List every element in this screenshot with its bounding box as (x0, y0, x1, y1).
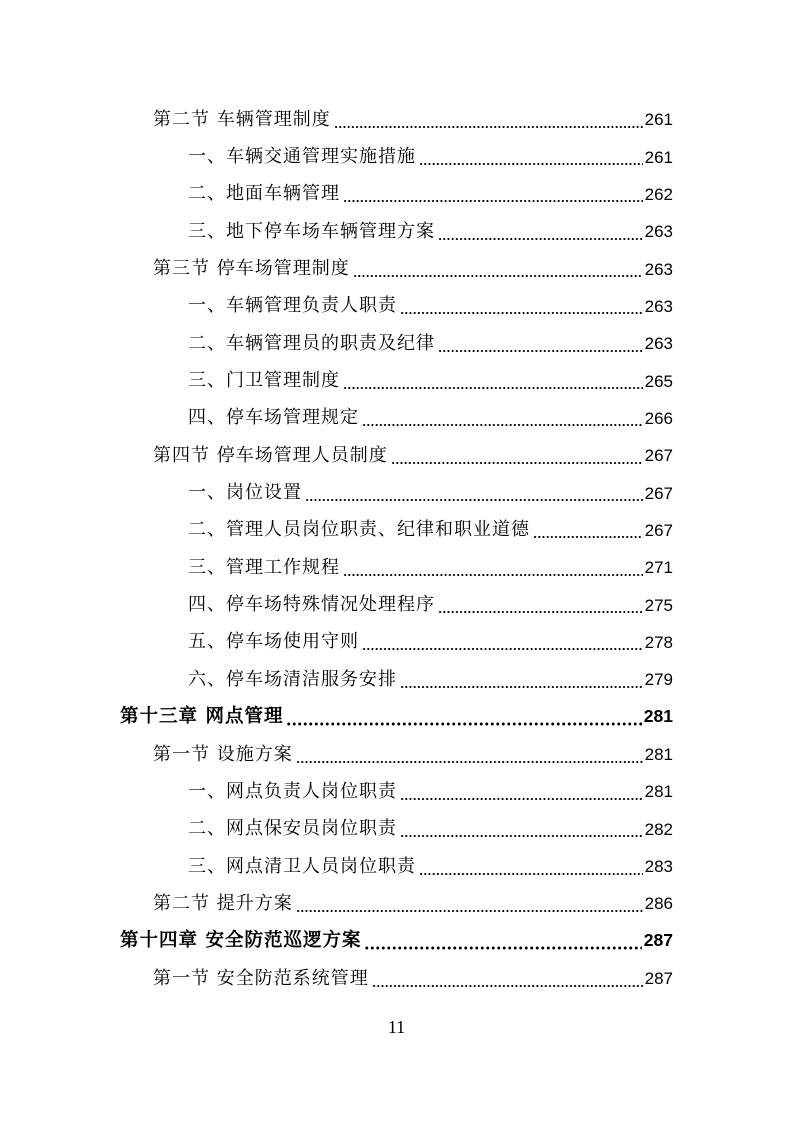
toc-entry-page: 263 (644, 296, 673, 316)
toc-entry-title: 第一节 安全防范系统管理 (153, 967, 369, 989)
toc-entry-item[interactable] (0, 176, 793, 213)
toc-entry-title: 四、停车场管理规定 (188, 407, 359, 429)
toc-entry-page: 275 (644, 595, 673, 615)
toc-entry-item[interactable] (0, 586, 793, 623)
toc-entry-title: 一、岗位设置 (188, 482, 302, 504)
toc-entry-item[interactable] (0, 400, 793, 437)
dot-leader (419, 148, 643, 166)
toc-entry-section[interactable] (0, 960, 793, 997)
toc-entry-title: 二、车辆管理员的职责及纪律 (188, 332, 435, 354)
dot-leader (343, 559, 643, 577)
toc-entry-chapter[interactable] (0, 699, 793, 736)
dot-leader (400, 297, 643, 315)
toc-entry-page: 263 (644, 222, 673, 242)
toc-entry-page: 287 (644, 969, 673, 989)
toc-entry-page: 261 (644, 147, 673, 167)
toc-entry-title: 第三节 停车场管理制度 (153, 258, 350, 280)
toc-entry-page: 267 (644, 483, 673, 503)
toc-entry-item[interactable] (0, 848, 793, 885)
toc-entry-title: 第一节 设施方案 (153, 743, 293, 765)
toc-entry-item[interactable] (0, 549, 793, 586)
toc-entry-item[interactable] (0, 138, 793, 175)
toc-entry-page: 281 (644, 745, 673, 765)
toc-entry-page: 283 (644, 857, 673, 877)
toc-entry-title: 三、地下停车场车辆管理方案 (188, 220, 435, 242)
toc-entry-title: 二、地面车辆管理 (188, 183, 340, 205)
toc-entry-title: 第十三章 网点管理 (120, 705, 284, 727)
toc-entry-title: 三、管理工作规程 (188, 556, 340, 578)
toc-entry-page: 262 (644, 184, 673, 204)
dot-leader (305, 484, 643, 502)
toc-entry-title: 三、门卫管理制度 (188, 370, 340, 392)
dot-leader (286, 708, 641, 727)
toc-entry-page: 281 (644, 782, 673, 802)
toc-entry-item[interactable] (0, 811, 793, 848)
dot-leader (400, 783, 643, 801)
toc-entry-page: 265 (644, 371, 673, 391)
toc-entry-page: 287 (643, 930, 673, 951)
dot-leader (364, 932, 641, 951)
toc-entry-chapter[interactable] (0, 923, 793, 960)
dot-leader (438, 335, 643, 353)
toc-entry-page: 267 (644, 520, 673, 540)
toc-entry-page: 286 (644, 894, 673, 914)
toc-entry-page: 261 (644, 110, 673, 130)
toc-entry-title: 一、车辆管理负责人职责 (188, 295, 397, 317)
dot-leader (343, 185, 643, 203)
toc-entry-page: 279 (644, 670, 673, 690)
toc-entry-title: 第二节 提升方案 (153, 892, 293, 914)
toc-entry-title: 一、网点负责人岗位职责 (188, 780, 397, 802)
dot-leader (362, 633, 643, 651)
toc-entry-title: 第十四章 安全防范巡逻方案 (120, 929, 362, 951)
toc-entry-item[interactable] (0, 512, 793, 549)
dot-leader (343, 372, 643, 390)
toc-entry-page: 266 (644, 408, 673, 428)
toc-entry-title: 四、停车场特殊情况处理程序 (188, 594, 435, 616)
toc-entry-page: 271 (644, 558, 673, 578)
dot-leader (372, 970, 643, 988)
page-number: 11 (387, 1017, 406, 1037)
dot-leader (391, 447, 643, 465)
toc-entry-item[interactable] (0, 624, 793, 661)
dot-leader (533, 521, 643, 539)
dot-leader (438, 223, 643, 241)
toc-entry-item[interactable] (0, 362, 793, 399)
toc-entry-page: 263 (644, 259, 673, 279)
dot-leader (334, 111, 643, 129)
dot-leader (400, 820, 643, 838)
toc-entry-title: 第二节 车辆管理制度 (153, 108, 331, 130)
toc-entry-section[interactable] (0, 736, 793, 773)
toc-entry-section[interactable] (0, 437, 793, 474)
toc-entry-item[interactable] (0, 325, 793, 362)
toc-entry-item[interactable] (0, 474, 793, 511)
toc-entry-title: 三、网点清卫人员岗位职责 (188, 855, 416, 877)
toc-entry-title: 二、网点保安员岗位职责 (188, 818, 397, 840)
toc-entry-title: 五、停车场使用守则 (188, 631, 359, 653)
toc-entry-title: 一、车辆交通管理实施措施 (188, 146, 416, 168)
toc-entry-page: 282 (644, 819, 673, 839)
toc-entry-section[interactable] (0, 101, 793, 138)
toc-entry-item[interactable] (0, 773, 793, 810)
toc-entry-title: 六、停车场清洁服务安排 (188, 668, 397, 690)
dot-leader (400, 671, 643, 689)
dot-leader (296, 895, 643, 913)
toc-entry-title: 第四节 停车场管理人员制度 (153, 444, 388, 466)
toc-entry-item[interactable] (0, 661, 793, 698)
dot-leader (438, 596, 643, 614)
dot-leader (353, 260, 643, 278)
dot-leader (296, 746, 643, 764)
toc-entry-page: 281 (643, 706, 673, 727)
toc-entry-item[interactable] (0, 213, 793, 250)
dot-leader (419, 858, 643, 876)
toc-entry-section[interactable] (0, 885, 793, 922)
toc-entry-title: 二、管理人员岗位职责、纪律和职业道德 (188, 519, 530, 541)
table-of-contents (0, 101, 793, 997)
toc-entry-page: 263 (644, 334, 673, 354)
toc-entry-item[interactable] (0, 288, 793, 325)
dot-leader (362, 409, 643, 427)
toc-entry-page: 278 (644, 632, 673, 652)
toc-entry-page: 267 (644, 446, 673, 466)
toc-entry-section[interactable] (0, 250, 793, 287)
